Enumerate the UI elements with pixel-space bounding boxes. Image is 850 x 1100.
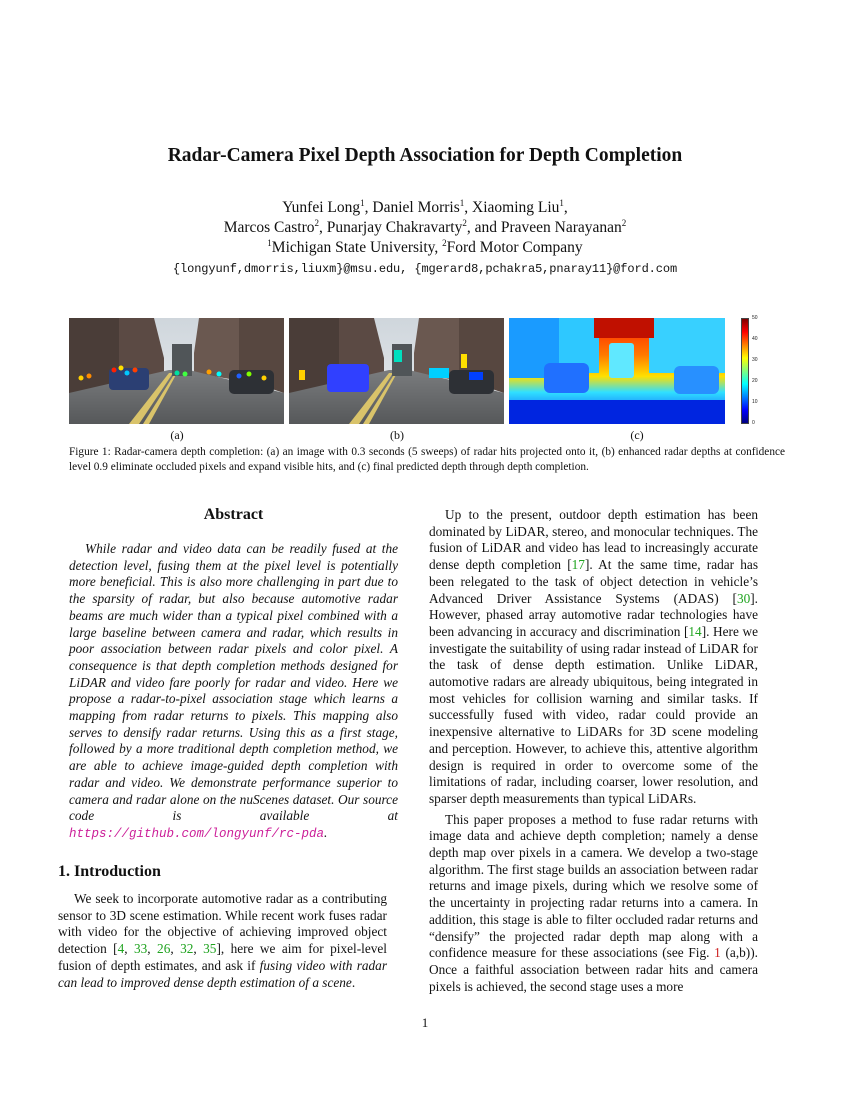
figure-panel-b (289, 318, 504, 424)
section-heading-introduction: 1. Introduction (58, 863, 161, 880)
author: Punarjay Chakravarty (326, 219, 463, 236)
intro-emphasis: fusing video with radar can lead to improved dense depth estimation of a scene (58, 957, 387, 990)
intro-text: . (351, 974, 356, 990)
intro-text: ], here we aim for pixel-level fusion of depth estimates, and ask if (58, 941, 387, 973)
affiliation: Ford Motor Company (446, 239, 583, 256)
right-column-text (429, 507, 758, 995)
street-image-radar-hits (69, 318, 284, 424)
figure-sublabel-c: (c) (630, 428, 644, 442)
figure-sublabel-b: (b) (390, 428, 404, 442)
figure-panel-c (509, 318, 725, 424)
depth-colorbar (741, 318, 749, 424)
intro-text: We seek to incorporate automotive radar as a contributing sensor to 3D scene estimation. While recent work fuses radar with video for the objective of achieving improved object detection [ (58, 891, 387, 957)
affiliation-mark: 1 (267, 238, 272, 248)
author: Xiaoming Liu (472, 199, 560, 216)
source-code-link[interactable]: https://github.com/longyunf/rc-pda (69, 826, 325, 841)
body-text: ]. However, phased array automotive radar technologies have been advancing in accuracy and discrimination [ (429, 590, 758, 639)
citation-link[interactable]: 14 (688, 623, 702, 639)
affiliations (0, 239, 850, 257)
author-separator: , (464, 199, 473, 216)
figure-caption: Figure 1: Radar-camera depth completion: (a) an image with 0.3 seconds (5 sweeps) of radar hits projected onto it, (b) enhanced radar depths at confidence level 0.9 eliminate occluded pixels and expand visible hits, and (c) final predicted depth through depth completion. (69, 446, 785, 474)
colorbar-tick: 0 (752, 420, 755, 426)
author-separator: , (563, 199, 568, 216)
author-separator: , and (466, 219, 501, 236)
colorbar-tick: 30 (752, 357, 758, 363)
author-line-1 (0, 199, 850, 217)
citation-link[interactable]: 33 (134, 941, 148, 957)
body-text: ]. Here we investigate the suitability of using radar instead of LiDAR for the task of dense depth estimation. Unlike LiDAR, automotive radars are already ubiquitous, being integrated in most vehicles for collision warning and similar tasks. If successfully fused with video, radar could provide an inexpensive alternative to LiDARs for 3D scene modeling and perception. However, to achieve this, attentive algorithm design is required in order to overcome some of the limitations of radar, including coarser, lower resolution, and sparser depth measurements than typical LiDARs. (429, 623, 758, 806)
citation-link[interactable]: 26 (157, 941, 171, 957)
affiliation-mark: 1 (559, 198, 564, 208)
affiliation-mark: 2 (621, 218, 627, 228)
introduction-text: We seek to incorporate automotive radar as a contributing sensor to 3D scene estimation. While recent work fuses radar with video for the objective of achieving improved object detection [4, 33, 26, 32, 35], here we aim for pixel-level fusion of depth estimates, and ask if fusing video with radar can lead to improved dense depth estimation of a scene. (58, 891, 387, 990)
author-line-2 (0, 219, 850, 237)
citation-link[interactable]: 4 (117, 941, 125, 957)
author: Daniel Morris (372, 199, 460, 216)
body-text: This paper proposes a method to fuse radar returns with image data and achieve depth completion; namely a dense depth map over pixels in a camera. We develop a two-stage algorithm. The first stage builds an association between radar returns and image pixels, during which we resolve some of the uncertainty in projecting radar returns into a camera. In addition, this stage is able to filter occluded radar returns and “densify” the projected radar depth map along with a confidence measure for these associations (see Fig. (429, 811, 758, 961)
abstract-body: While radar and video data can be readily fused at the detection level, fusing them at the pixel level is potentially more beneficial. This is also more challenging in part due to the sparsity of radar, but also because automotive radar beams are much wider than a typical pixel combined with a large baseline between camera and radar, which results in poor association between radar pixels and color pixel. A consequence is that depth completion methods designed for LiDAR and video fare poorly for radar and video. Here we propose a radar-to-pixel association stage which learns a mapping from radar returns to pixels. This mapping also serves to densify radar returns. Using this as a first stage, followed by a more traditional depth completion method, we are able to achieve image-guided depth completion with radar and video. We demonstrate performance superior to camera and radar alone on the nuScenes dataset. Our source code is available at (69, 541, 398, 824)
author: Praveen Narayanan (500, 219, 622, 236)
affiliation-mark: 1 (459, 198, 465, 208)
affiliation-mark: 2 (462, 218, 467, 228)
street-image-enhanced-radar (289, 318, 504, 424)
figure-panel-a (69, 318, 284, 424)
body-text: (a,b)). Once a faithful association between radar hits and camera pixels is achieved, the second stage uses a more (429, 945, 758, 994)
colorbar-tick: 50 (752, 315, 758, 321)
author: Yunfei Long (282, 199, 361, 216)
affiliation: Michigan State University, (271, 239, 443, 256)
figure-sublabel-a: (a) (170, 428, 184, 442)
author-separator: , (319, 219, 327, 236)
affiliation-mark: 1 (360, 198, 365, 208)
figure-reference-link[interactable]: 1 (714, 945, 721, 961)
author-separator: , (364, 199, 373, 216)
paper-title: Radar-Camera Pixel Depth Association for Depth Completion (167, 145, 683, 166)
colorbar-tick: 40 (752, 336, 758, 342)
abstract-end: . (324, 824, 328, 840)
predicted-depth-map (509, 318, 725, 424)
body-text: ]. At the same time, radar has been relegated to the task of object detection in vehicle’s Advanced Driver Assistance Systems (ADAS) [ (429, 557, 758, 606)
citation-link[interactable]: 32 (180, 941, 194, 957)
citation-link[interactable]: 35 (203, 941, 217, 957)
abstract-heading: Abstract (203, 506, 264, 523)
affiliation-mark: 2 (314, 218, 320, 228)
author: Marcos Castro (223, 219, 315, 236)
body-text: Up to the present, outdoor depth estimation has been dominated by LiDAR, stereo, and monocular techniques. The fusion of LiDAR and video has lead to increasingly accurate dense depth completion [ (429, 507, 758, 573)
citation-link[interactable]: 17 (571, 557, 585, 573)
author-emails: {longyunf,dmorris,liuxm}@msu.edu, {mgerard8,pchakra5,pnaray11}@ford.com (172, 262, 678, 276)
page-number: 1 (421, 1015, 429, 1030)
citation-link[interactable]: 30 (736, 590, 751, 606)
affiliation-mark: 2 (442, 238, 447, 248)
abstract-text (69, 541, 398, 843)
colorbar-tick: 20 (752, 378, 758, 384)
colorbar-tick: 10 (752, 399, 758, 405)
